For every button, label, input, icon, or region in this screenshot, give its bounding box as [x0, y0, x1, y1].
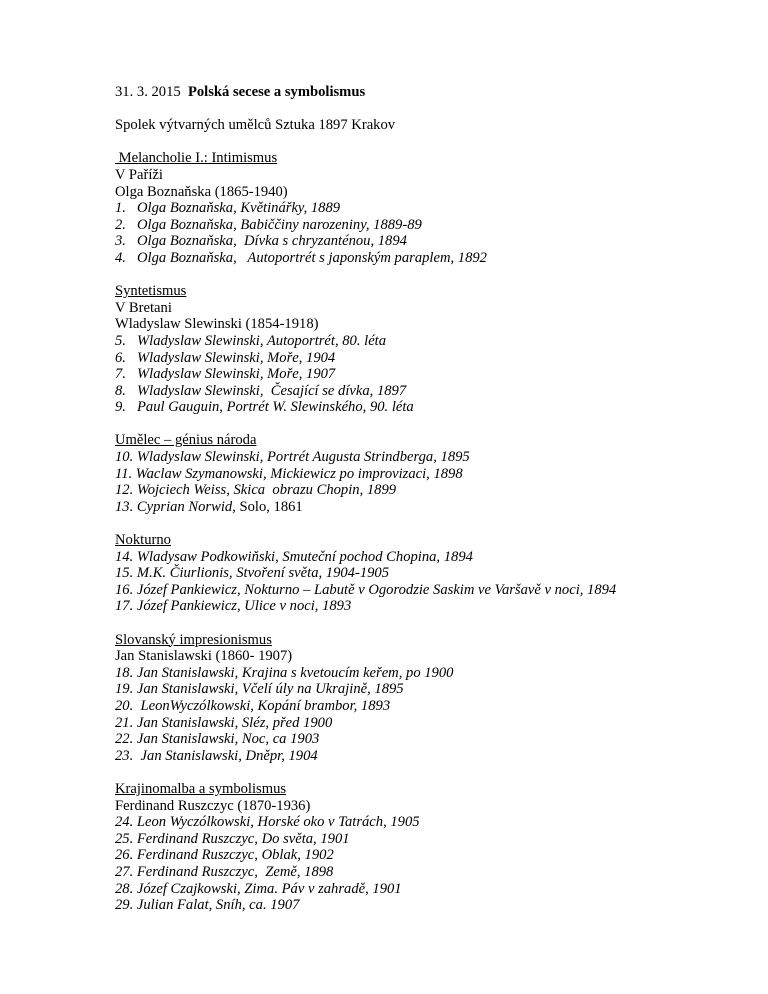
- list-item-text: Wladyslaw Slewinski, Moře, 1907: [137, 366, 336, 383]
- document-date: 31. 3. 2015: [115, 84, 181, 100]
- list-item: [115, 466, 755, 483]
- list-item-text: 26. Ferdinand Ruszczyc, Oblak, 1902: [115, 847, 334, 864]
- list-item-number: 4.: [115, 249, 126, 266]
- list-item-number: 1.: [115, 200, 126, 217]
- list-item-text: 29. Julian Falat, Sníh, ca. 1907: [115, 897, 300, 914]
- list-item: [115, 897, 755, 914]
- section: [115, 283, 755, 432]
- list-item-text: 11. Waclaw Szymanowski, Mickiewicz po improvizaci, 1898: [115, 465, 463, 482]
- list-item: [115, 350, 755, 367]
- document-subtitle: Spolek výtvarných umělců Sztuka 1897 Krakov: [115, 117, 396, 134]
- section-heading: Slovanský impresionismus: [115, 631, 272, 648]
- list-item-text: Wladyslaw Slewinski, Moře, 1904: [137, 349, 336, 366]
- list-item: [115, 864, 755, 881]
- list-item-text: 14. Wladysaw Podkowiňski, Smuteční pochod Chopina, 1894: [115, 548, 473, 565]
- list-item: [115, 665, 755, 682]
- list-item: [115, 731, 755, 748]
- list-item: [115, 366, 755, 383]
- section-heading: Syntetismus: [115, 283, 187, 300]
- list-item: [115, 449, 755, 466]
- list-item: [115, 499, 755, 516]
- section-heading: Nokturno: [115, 532, 171, 549]
- list-item-text: 12. Wojciech Weiss, Skica obrazu Chopin, 1899: [115, 482, 397, 499]
- list-item: [115, 598, 755, 615]
- list-item-text: Olga Boznaňska, Dívka s chryzanténou, 1894: [137, 233, 407, 250]
- list-item-number: 2.: [115, 216, 126, 233]
- list-item-text: 25. Ferdinand Ruszczyc, Do světa, 1901: [115, 830, 350, 847]
- list-item-number: 3.: [115, 233, 126, 250]
- section-intro-line: Olga Boznaňska (1865-1940): [115, 183, 288, 200]
- list-item-text: Wladyslaw Slewinski, Autoportrét, 80. léta: [137, 332, 387, 349]
- list-item-text: 13. Cyprian Norwid,: [115, 498, 236, 515]
- document-page: [115, 84, 755, 914]
- list-item-text: 18. Jan Stanislawski, Krajina s kvetoucím keřem, po 1900: [115, 664, 454, 681]
- list-item: [115, 831, 755, 848]
- list-item: [115, 217, 755, 234]
- list-item-number: 9.: [115, 399, 126, 416]
- list-item: [115, 250, 755, 267]
- list-item: [115, 482, 755, 499]
- document-title: Polská secese a symbolismus: [187, 84, 366, 100]
- list-item-text: Olga Boznaňska, Květinářky, 1889: [137, 200, 341, 217]
- list-item: [115, 582, 755, 599]
- list-item-text: Olga Boznaňska, Babiččiny narozeniny, 1889-89: [137, 216, 422, 233]
- list-item: [115, 698, 755, 715]
- section: [115, 432, 755, 532]
- list-item-number: 8.: [115, 382, 126, 399]
- list-item-number: 6.: [115, 349, 126, 366]
- list-item-text: Wladyslaw Slewinski, Česající se dívka, 1897: [137, 382, 407, 399]
- list-item-text: 24. Leon Wyczólkowski, Horské oko v Tatrách, 1905: [115, 814, 420, 831]
- list-item-text: 20. LeonWyczólkowski, Kopání brambor, 1893: [115, 697, 391, 714]
- list-item-number: 5.: [115, 332, 126, 349]
- section-intro-line: Jan Stanislawski (1860- 1907): [115, 648, 293, 665]
- list-item-text: 23. Jan Stanislawski, Dněpr, 1904: [115, 747, 318, 764]
- list-item: [115, 549, 755, 566]
- list-item: [115, 200, 755, 217]
- list-item: [115, 681, 755, 698]
- list-item-text: 27. Ferdinand Ruszczyc, Země, 1898: [115, 863, 334, 880]
- section-intro-line: Ferdinand Ruszczyc (1870-1936): [115, 797, 311, 814]
- section: [115, 781, 755, 914]
- list-item-text: 17. Józef Pankiewicz, Ulice v noci, 1893: [115, 598, 352, 615]
- section-intro-line: V Bretani: [115, 299, 172, 316]
- section-intro-line: Wladyslaw Slewinski (1854-1918): [115, 316, 319, 333]
- list-item-number: 7.: [115, 366, 126, 383]
- section: [115, 150, 755, 283]
- list-item: [115, 399, 755, 416]
- list-item-text: Paul Gauguin, Portrét W. Slewinského, 90. léta: [137, 399, 414, 416]
- list-item-text: 15. M.K. Čiurlionis, Stvoření světa, 1904-1905: [115, 565, 390, 582]
- section-intro-line: V Paříži: [115, 166, 163, 183]
- list-item: [115, 383, 755, 400]
- list-item: [115, 233, 755, 250]
- section: [115, 632, 755, 781]
- list-item: [115, 748, 755, 765]
- sections-container: [115, 150, 755, 913]
- list-item-text: 21. Jan Stanislawski, Sléz, před 1900: [115, 714, 333, 731]
- list-item-plain-text: Solo, 1861: [235, 498, 303, 515]
- list-item: [115, 333, 755, 350]
- list-item: [115, 847, 755, 864]
- list-item-text: Olga Boznaňska, Autoportrét s japonským paraplem, 1892: [137, 249, 487, 266]
- list-item: [115, 565, 755, 582]
- document-header: [115, 84, 755, 101]
- list-item: [115, 715, 755, 732]
- section: [115, 532, 755, 632]
- list-item-text: 10. Wladyslaw Slewinski, Portrét Augusta Strindberga, 1895: [115, 449, 470, 466]
- list-item-text: 28. Józef Czajkowski, Zima. Páv v zahradě, 1901: [115, 880, 402, 897]
- section-heading: Melancholie I.: Intimismus: [115, 150, 278, 167]
- section-heading: Krajinomalba a symbolismus: [115, 780, 287, 797]
- list-item: [115, 881, 755, 898]
- section-heading: Umělec – génius národa: [115, 432, 257, 449]
- list-item-text: 19. Jan Stanislawski, Včelí úly na Ukrajině, 1895: [115, 681, 404, 698]
- list-item-text: 16. Józef Pankiewicz, Nokturno – Labutě v Ogorodzie Saskim ve Varšavě v noci, 1894: [115, 581, 617, 598]
- list-item-text: 22. Jan Stanislawski, Noc, ca 1903: [115, 731, 320, 748]
- list-item: [115, 814, 755, 831]
